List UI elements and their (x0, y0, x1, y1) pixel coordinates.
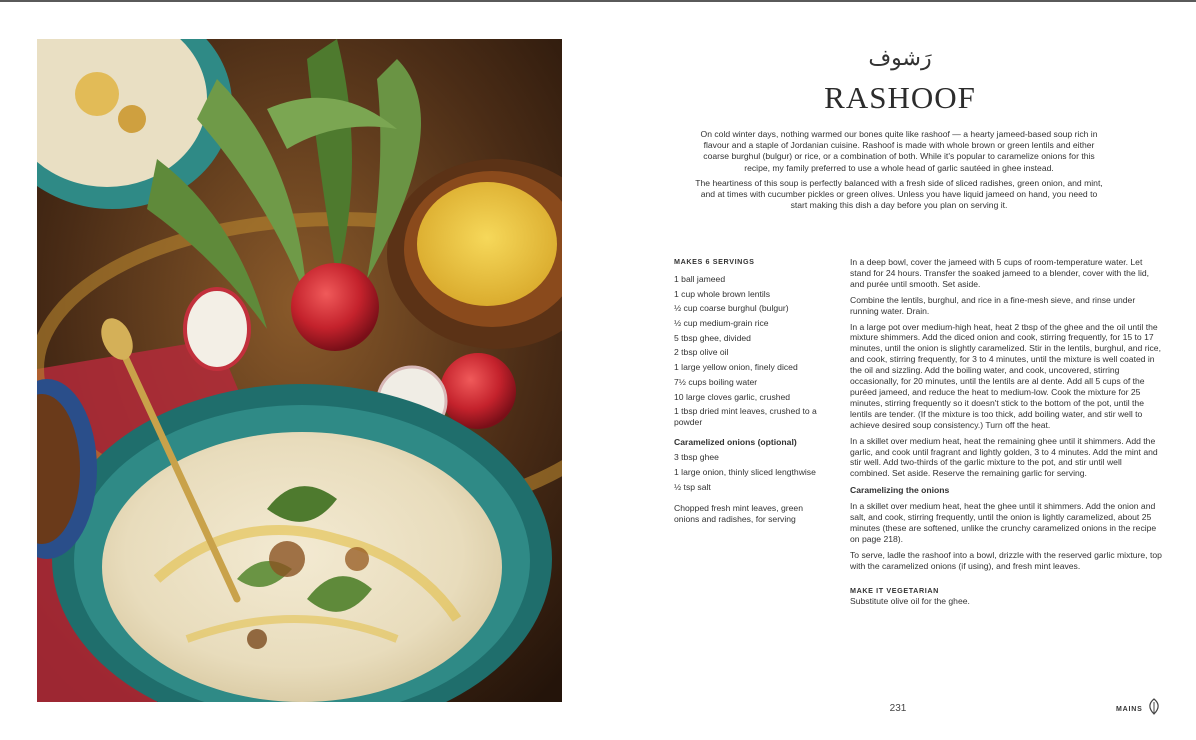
page-title: RASHOOF (824, 80, 976, 115)
ingredient-item: ½ cup coarse burghul (bulgur) (674, 303, 789, 314)
servings-label: MAKES 6 SERVINGS (674, 257, 755, 266)
ingredient-item: 1 ball jameed (674, 274, 726, 284)
arabic-title: رَشوف (868, 46, 932, 71)
ingredient-item: 5 tbsp ghee, divided (674, 332, 751, 343)
ingredient-item: 1 cup whole brown lentils (674, 288, 771, 299)
section-label: MAINS (1116, 706, 1143, 713)
recipe-photo (37, 39, 562, 702)
ingredient-item: 2 tbsp olive oil (674, 347, 729, 358)
ingredient-item: ½ cup medium-grain rice (674, 318, 769, 329)
intro-paragraph: The heartiness of this soup is perfectly balanced with a fresh side of sliced radishes, green onion, and mint, and at times with cucumber pickles or green olives. Unless you have liquid jameed on hand, you need to start making this dish a day before you plan on serving it. (695, 177, 1103, 211)
method-step: In a skillet over medium heat, heat the ghee until it shimmers. Add the onion and salt, and cook, stirring frequently, until the onion is lightly caramelized, about 25 minutes (these are softened, unlike the crunchy caramelized onions in the recipe on page 218). (850, 501, 1157, 544)
ingredient-item: 1 large onion, thinly sliced lengthwise (674, 466, 816, 477)
ingredient-item: 1 large yellow onion, finely diced (674, 362, 798, 373)
intro-paragraph: On cold winter days, nothing warmed our bones quite like rashoof — a hearty jameed-based soup rich in flavour and a staple of Jordanian cuisine. Rashoof is made with whole brown or green lentils and either coarse burghul (bulgur) or rice, or a combination of both. While it's popular to caramelize onions for this recipe, my family preferred to use a whole head of garlic sautéed in ghee instead. (700, 129, 1098, 173)
ingredient-item: ½ tsp salt (674, 481, 711, 492)
method-column (850, 257, 1162, 612)
ingredients-column (674, 256, 824, 525)
method-step: In a deep bowl, cover the jameed with 5 cups of room-temperature water. Let stand for 24 hours. Transfer the soaked jameed to a blender, cover with the lid, and purée until smooth. Set aside. (850, 257, 1150, 289)
top-border (0, 0, 1196, 2)
caramelized-onions-heading: Caramelized onions (optional) (674, 437, 797, 448)
method-step: In a large pot over medium-high heat, heat 2 tbsp of the ghee and the oil until the mixture shimmers. Add the diced onion and cook, stirring frequently, for 15 to 17 minutes, until the onion is slightly caramelized. Stir in the lentils, burghul, and rice, and cook, stirring frequently, for 3 to 4 minutes, until the mixture is well coated in the oil and sizzling. Add the boiling water, and cook, uncovered, stirring occasionally, for 20 minutes, until the lentils are al dente. Add all 5 cups of the puréed jameed, and reduce the heat to medium-low. Cook the mixture for 25 minutes, stirring frequently so it doesn't stick to the bottom of the pot, until the lentils are tender. (If the mixture is too thick, add boiling water, and stir well to achieve desired soup consistency.) Turn off the heat. (850, 321, 1161, 430)
rashoof-photo-illustration (37, 39, 562, 702)
ingredient-list (674, 274, 824, 428)
ingredient-item: 7½ cups boiling water (674, 376, 758, 387)
method-step: Combine the lentils, burghul, and rice in a fine-mesh sieve, and rinse under running water. Drain. (850, 294, 1136, 316)
caramelizing-heading: Caramelizing the onions (850, 485, 950, 496)
ingredient-item: 1 tbsp dried mint leaves, crushed to a powder (674, 406, 817, 428)
page-number: 231 (889, 703, 907, 714)
vegetarian-heading: MAKE IT VEGETARIAN (850, 585, 939, 595)
recipe-intro (692, 129, 1106, 215)
caramelized-onions-list (674, 452, 824, 492)
leaf-emblem-icon (1146, 698, 1162, 716)
ingredient-item: 10 large cloves garlic, crushed (674, 391, 791, 402)
method-step: In a skillet over medium heat, heat the remaining ghee until it shimmers. Add the garlic, and cook until fragrant and lightly golden, 3 to 4 minutes. Add the mint and stir well. Add two-thirds of the garlic mixture to the pot, and stir until well combined. Set aside. Reserve the remaining garlic for serving. (850, 435, 1158, 479)
ingredient-item: 3 tbsp ghee (674, 452, 719, 463)
vegetarian-note: Substitute olive oil for the ghee. (850, 596, 970, 607)
method-step: To serve, ladle the rashoof into a bowl, drizzle with the reserved garlic mixture, top with the caramelized onions (if using), and fresh mint leaves. (850, 549, 1162, 571)
garnish-note: Chopped fresh mint leaves, green onions and radishes, for serving (674, 502, 803, 524)
